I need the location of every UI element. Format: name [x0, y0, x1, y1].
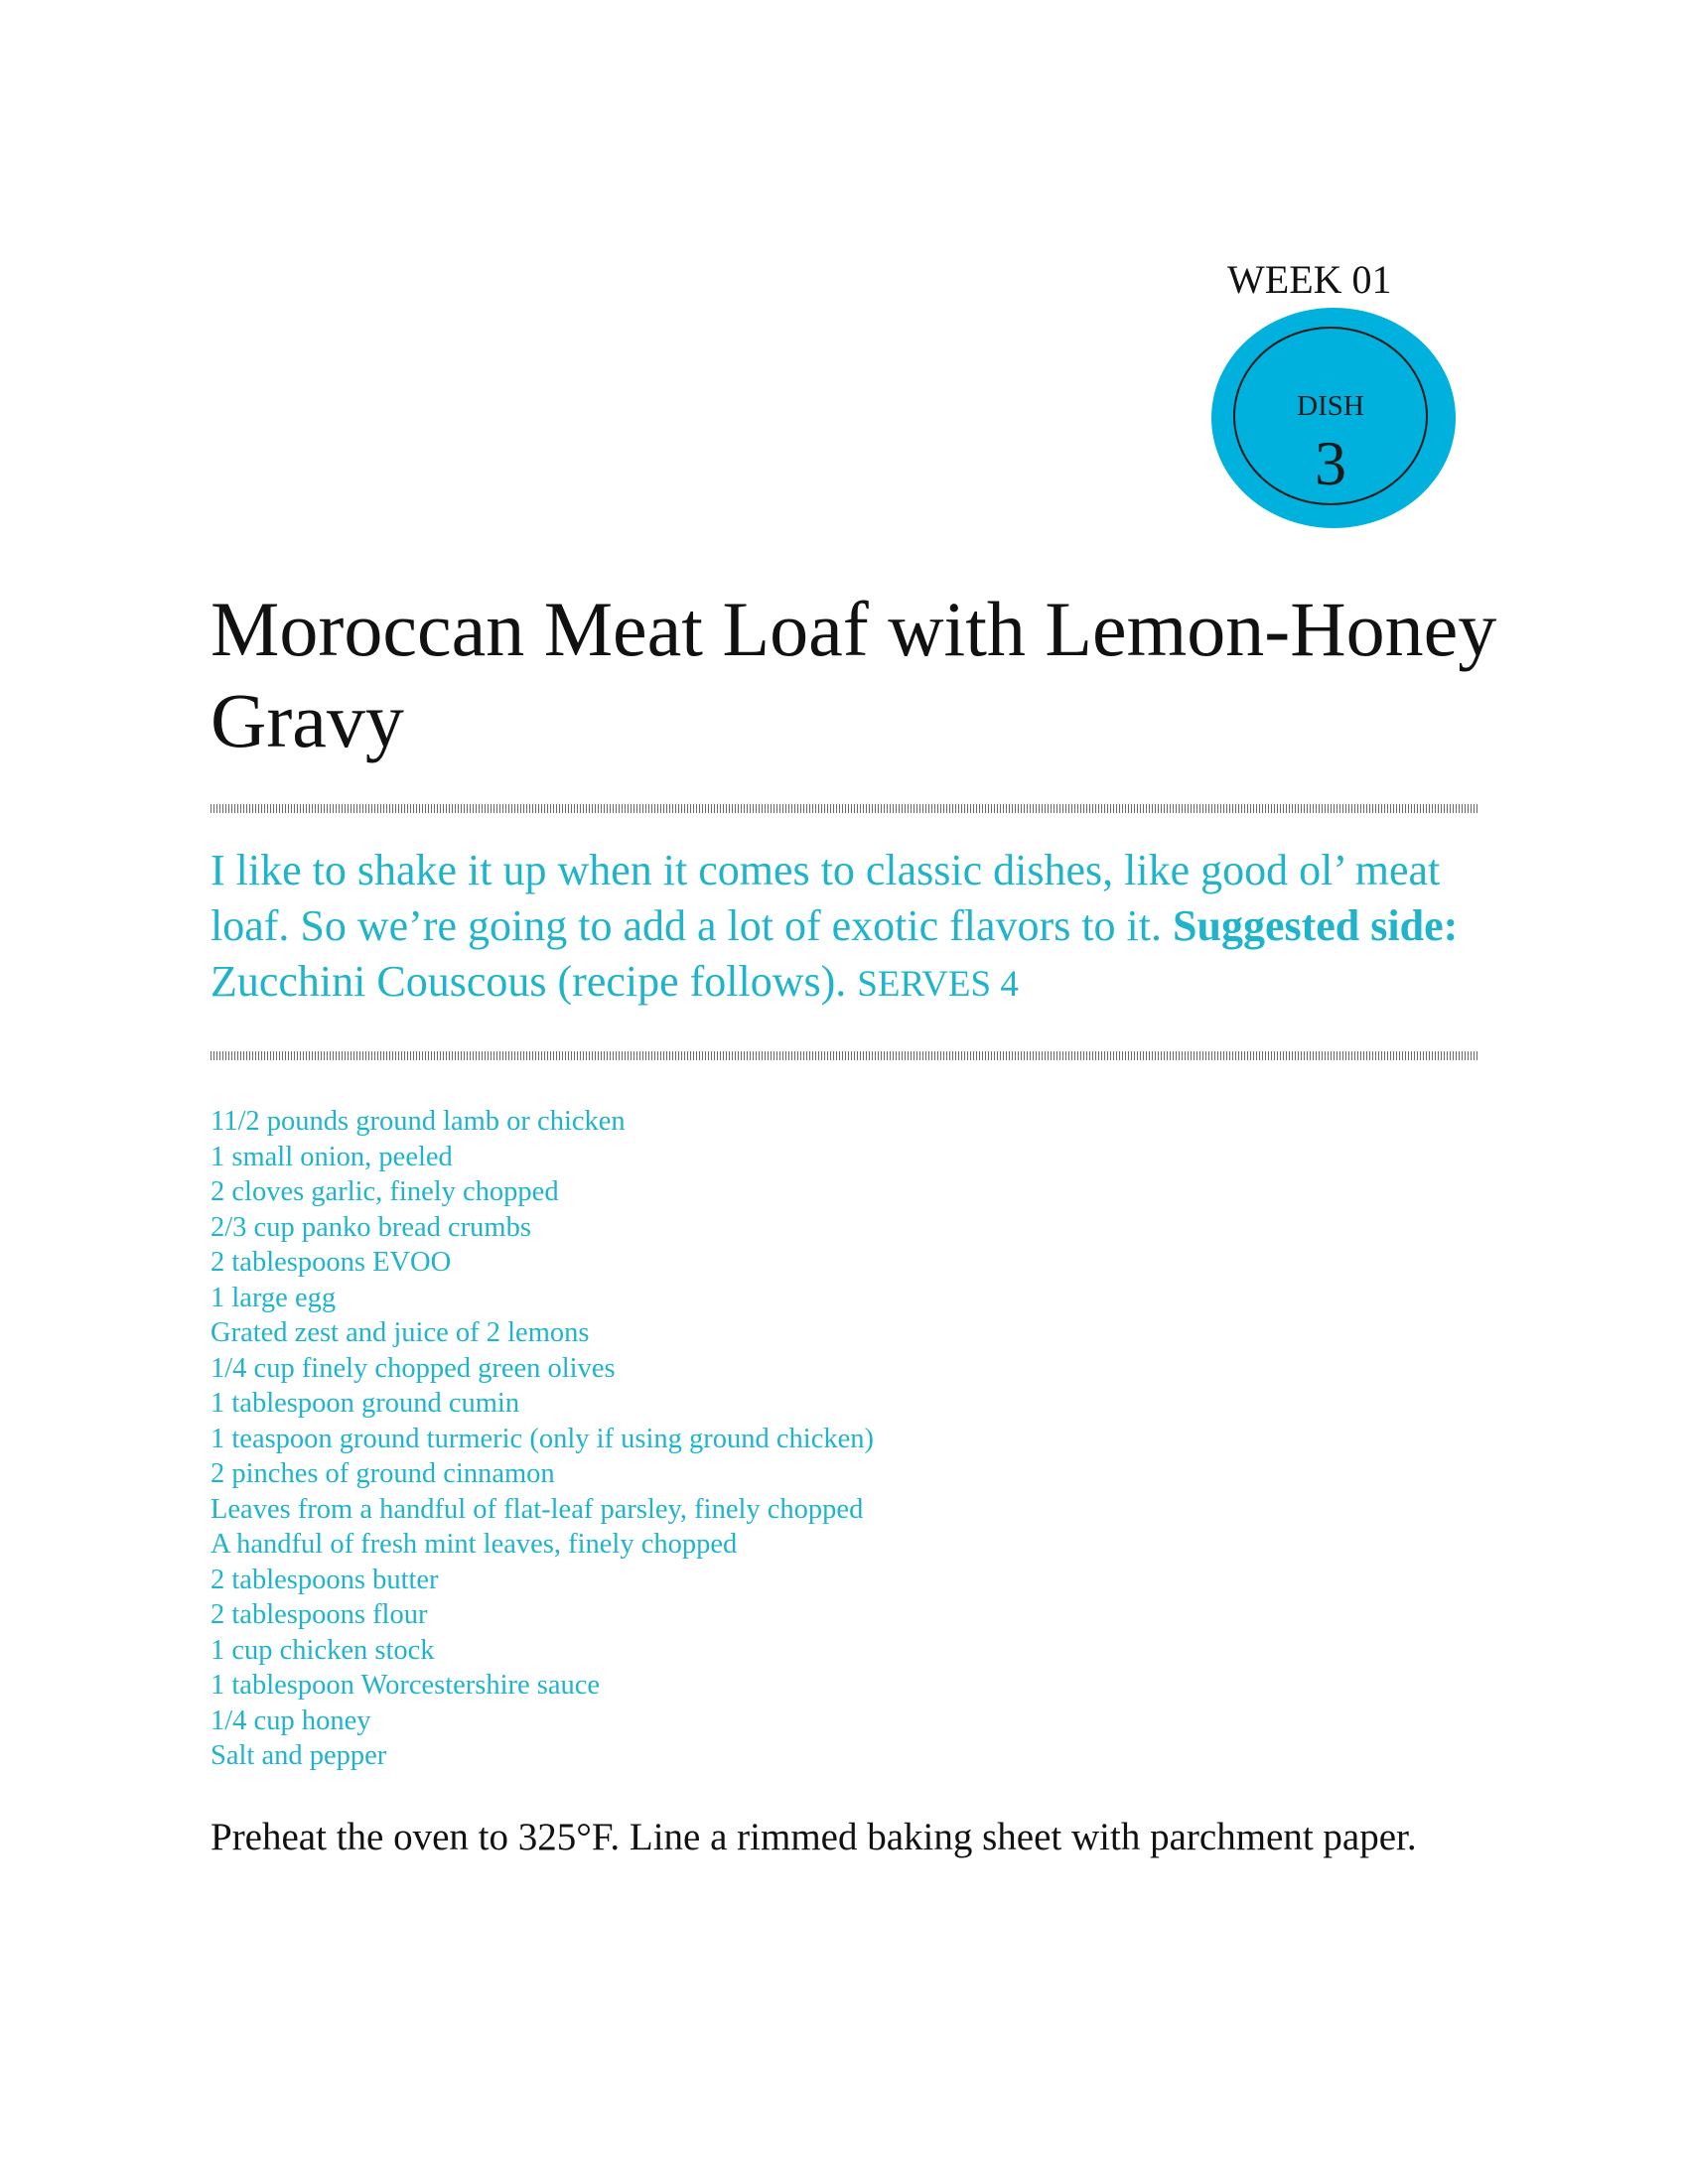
ingredient-item: Leaves from a handful of flat-leaf parsley, finely chopped — [211, 1493, 864, 1525]
recipe-intro — [211, 843, 1491, 1013]
top-divider — [211, 804, 1477, 813]
ingredient-item: 2/3 cup panko bread crumbs — [211, 1211, 531, 1243]
ingredient-item: 2 cloves garlic, finely chopped — [211, 1176, 559, 1207]
ingredient-item: 2 tablespoons EVOO — [211, 1247, 452, 1278]
ingredient-item: 1 tablespoon ground cumin — [211, 1388, 520, 1419]
ingredient-item: Grated zest and juice of 2 lemons — [211, 1317, 590, 1348]
ingredient-item: 1 teaspoon ground turmeric (only if using ground chicken) — [211, 1423, 875, 1454]
ingredient-item: 1/4 cup honey — [211, 1705, 371, 1736]
ingredient-item: A handful of fresh mint leaves, finely chopped — [211, 1529, 738, 1560]
ingredient-item: 1/4 cup finely chopped green olives — [211, 1352, 616, 1384]
ingredient-item: 1 large egg — [211, 1282, 337, 1313]
ingredient-item: 1 small onion, peeled — [211, 1141, 453, 1172]
intro-text: I like to shake it up when it comes to classic dishes, like good ol’ meat loaf. So we’re going to add a lot of exotic flavors to it. — [211, 846, 1441, 950]
ingredient-item: 1 tablespoon Worcestershire sauce — [211, 1670, 601, 1701]
ingredient-list — [211, 1104, 874, 1774]
week-label: WEEK 01 — [1227, 257, 1392, 302]
bottom-divider — [211, 1051, 1477, 1060]
ingredient-item: 2 pinches of ground cinnamon — [211, 1458, 555, 1489]
suggested-side-text: Zucchini Couscous (recipe follows). — [211, 957, 847, 1006]
dish-label: DISH — [1297, 390, 1364, 422]
ingredient-item: 2 tablespoons flour — [211, 1599, 428, 1630]
recipe-title: Moroccan Meat Loaf with Lemon-Honey Gravy — [211, 586, 1497, 763]
ingredient-item: Salt and pepper — [211, 1740, 387, 1771]
ingredient-item: 1 cup chicken stock — [211, 1634, 435, 1666]
instruction-step: Preheat the oven to 325°F. Line a rimmed baking sheet with parchment paper. — [211, 1816, 1417, 1858]
ingredient-item: 2 tablespoons butter — [211, 1564, 439, 1595]
dish-number: 3 — [1315, 428, 1346, 498]
serves-label: SERVES 4 — [857, 964, 1019, 1005]
suggested-side-label: Suggested side: — [1173, 901, 1459, 950]
dish-badge-ring — [1233, 327, 1428, 505]
dish-badge — [1211, 308, 1456, 528]
ingredient-item: 11/2 pounds ground lamb or chicken — [211, 1106, 626, 1137]
